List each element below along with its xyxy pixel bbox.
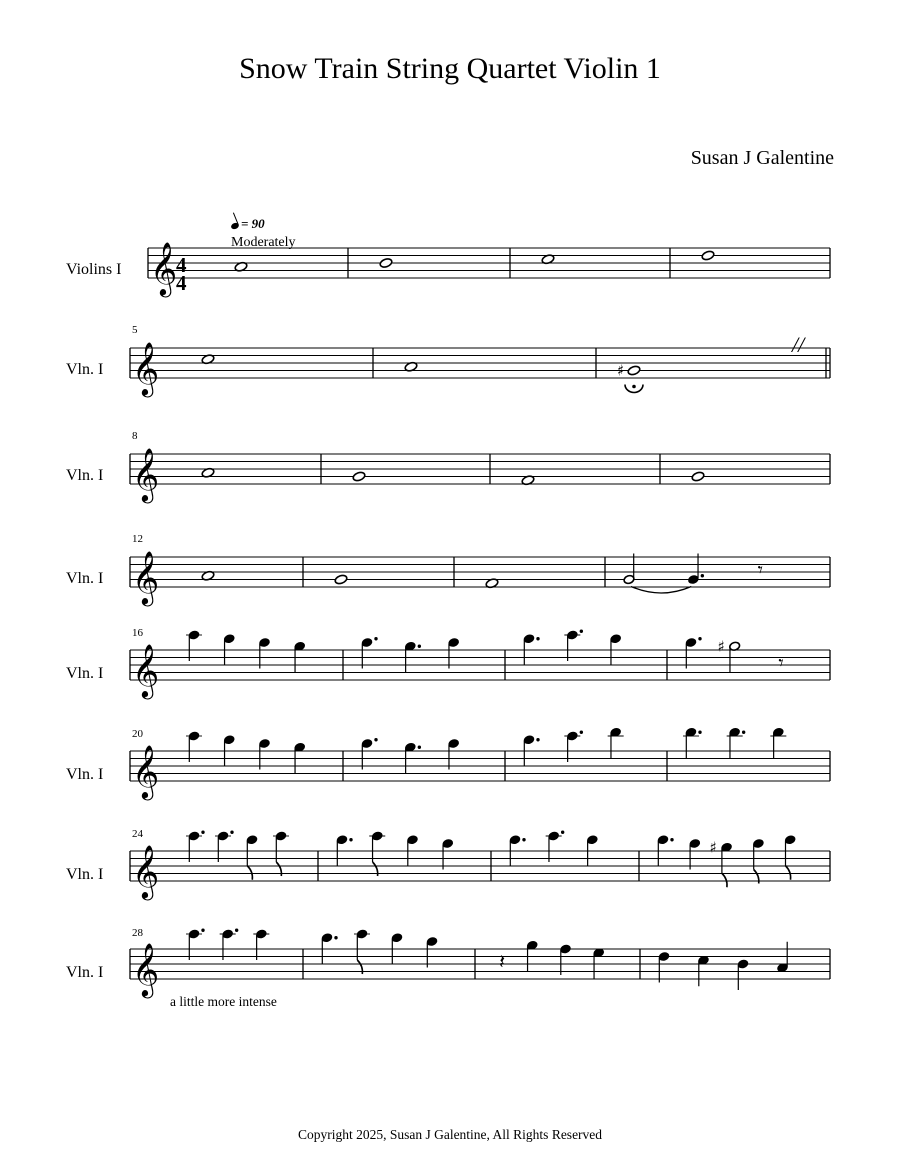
eighth-rest-icon: 𝄾 [778, 650, 784, 675]
whole-note [379, 257, 393, 268]
expression-later: a little more intense [170, 994, 277, 1009]
eighth-rest-icon: 𝄾 [757, 557, 763, 582]
quarter-rest-icon: 𝄽 [499, 949, 506, 974]
measure-number: 24 [132, 828, 143, 840]
treble-clef-icon: 𝄞 [132, 447, 160, 501]
augmentation-dot [536, 738, 539, 741]
page-title: Snow Train String Quartet Violin 1 [239, 52, 661, 85]
instrument-name-short: Vln. I [66, 766, 104, 783]
measure-number: 12 [132, 533, 143, 545]
augmentation-dot [235, 929, 238, 932]
whole-note [627, 365, 641, 376]
augmentation-dot [201, 929, 204, 932]
augmentation-dot [536, 637, 539, 640]
measure-number: 8 [132, 430, 138, 442]
treble-clef-icon: 𝄞 [132, 341, 160, 395]
tempo-value: = 90 [241, 216, 265, 231]
augmentation-dot [230, 831, 233, 834]
sharp-icon: ♯ [709, 838, 717, 857]
treble-clef-icon: 𝄞 [132, 643, 160, 697]
instrument-name-short: Vln. I [66, 665, 104, 682]
measure-number: 28 [132, 927, 143, 939]
instrument-name-short: Vln. I [66, 361, 104, 378]
sharp-icon: ♯ [717, 637, 725, 656]
caesura-mark: // [792, 332, 805, 357]
augmentation-dot [374, 738, 377, 741]
augmentation-dot [418, 645, 421, 648]
augmentation-dot [334, 936, 337, 939]
whole-note [691, 471, 705, 482]
eighth-flag [722, 873, 727, 887]
whole-note [701, 250, 715, 261]
augmentation-dot [580, 731, 583, 734]
fermata-dot [632, 385, 636, 389]
treble-clef-icon: 𝄞 [132, 744, 160, 798]
measure-number: 20 [132, 728, 143, 740]
augmentation-dot [522, 838, 525, 841]
augmentation-dot [374, 637, 377, 640]
eighth-flag [247, 866, 252, 880]
augmentation-dot [580, 630, 583, 633]
augmentation-dot [349, 838, 352, 841]
composer-name: Susan J Galentine [690, 147, 834, 169]
treble-clef-icon: 𝄞 [132, 942, 160, 996]
time-signature-top: 4 [176, 253, 187, 277]
staff-systems [130, 241, 830, 998]
expression-moderately: Moderately [231, 235, 296, 250]
instrument-name-short: Vln. I [66, 866, 104, 883]
whole-note [352, 471, 366, 482]
measure-number: 5 [132, 324, 138, 336]
treble-clef-icon: 𝄞 [132, 844, 160, 898]
treble-clef-icon: 𝄞 [150, 241, 178, 295]
sharp-icon: ♯ [617, 361, 625, 380]
augmentation-dot [201, 831, 204, 834]
copyright-notice: Copyright 2025, Susan J Galentine, All Rights Reserved [297, 1127, 603, 1142]
measure-number: 16 [132, 627, 143, 639]
tie-arc [631, 587, 691, 594]
augmentation-dot [698, 637, 701, 640]
augmentation-dot [742, 731, 745, 734]
augmentation-dot [701, 574, 704, 577]
eighth-flag [786, 866, 791, 880]
instrument-name-short: Vln. I [66, 467, 104, 484]
augmentation-dot [698, 731, 701, 734]
augmentation-dot [670, 838, 673, 841]
instrument-name-first: Violins I [66, 261, 122, 278]
instrument-name-short: Vln. I [66, 570, 104, 587]
instrument-name-short: Vln. I [66, 964, 104, 981]
augmentation-dot [561, 831, 564, 834]
treble-clef-icon: 𝄞 [132, 550, 160, 604]
augmentation-dot [418, 746, 421, 749]
whole-note [334, 574, 348, 585]
time-signature-bottom: 4 [176, 271, 187, 295]
